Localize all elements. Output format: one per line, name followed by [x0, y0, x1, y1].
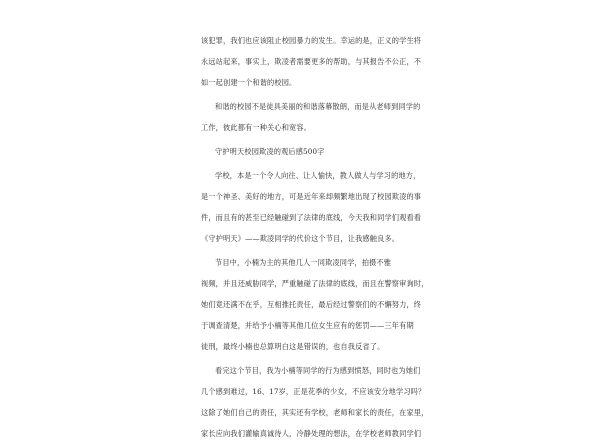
- paragraph-1: [201, 30, 422, 93]
- text-line: 件，而且有的甚至已经触碰到了法律的底线，今天我和同学们观看看: [201, 213, 422, 222]
- paragraph-4: [201, 252, 429, 357]
- text-line: 于调查清楚，并给予小楠等其他几位女生应有的惩罚——三年有期: [201, 321, 414, 330]
- text-line: 家长应向我们灌输真诚待人，冷静处理的想法，在学校老师教同学们: [201, 429, 422, 438]
- text-line: 视频，并且还威胁同学，严重触碰了法律的底线，而且在警察审询时，: [201, 279, 429, 288]
- text-line: 工作，彼此都有一种关心和宽容。: [201, 123, 312, 132]
- paragraph-3: [201, 165, 422, 249]
- text-line: 如一起创建一个和谐的校园。: [201, 78, 297, 87]
- text-line: 她们竟还满不在乎，互相推托责任，最后经过警察们的不懈努力，终: [201, 300, 422, 309]
- text-line: 学校，本是一个令人向往、让人愉快，教人做人与学习的地方，: [215, 171, 421, 180]
- text-line: 看完这个节目，我为小楠等同学的行为感到愤怒，同时也为她们: [215, 366, 421, 375]
- text-line: 徒刑，最终小楠也总算明白这是错误的，也自我反省了。: [201, 342, 385, 351]
- text-line: 《守护明天》——欺凌同学的代价这个节目，让我感触良多。: [201, 234, 400, 243]
- text-line: 几个感到难过，16、17岁，正是花季的少女，不应该安分地学习吗？: [201, 387, 426, 396]
- text-line: 和谐的校园不是徒具美丽的和谐落幕散朗，而是从老师到同学的: [215, 102, 421, 111]
- text-line: 节目中，小楠为主的其他几人一同欺凌同学，拍摄不雅: [215, 258, 392, 267]
- text-line: 该犯罪，我们也应该阻止校园暴力的发生。幸运的是，正义的学生将: [201, 36, 422, 45]
- paragraph-2: [201, 96, 421, 138]
- section-heading: 守护明天校园欺凌的观后感500字: [215, 147, 325, 156]
- paragraph-5: [201, 360, 429, 444]
- section-title: [201, 141, 401, 162]
- document-body: [201, 30, 429, 444]
- text-line: 这除了她们自己的责任，其实还有学校，老师和家长的责任，在家里，: [201, 408, 429, 417]
- text-line: 永远站起来，事实上，欺凌者需要更多的帮助，与其报告不公正，不: [201, 57, 422, 66]
- text-line: 是一个神圣、美好的地方，可是近年来却频繁地出现了校园欺凌的事: [201, 192, 422, 201]
